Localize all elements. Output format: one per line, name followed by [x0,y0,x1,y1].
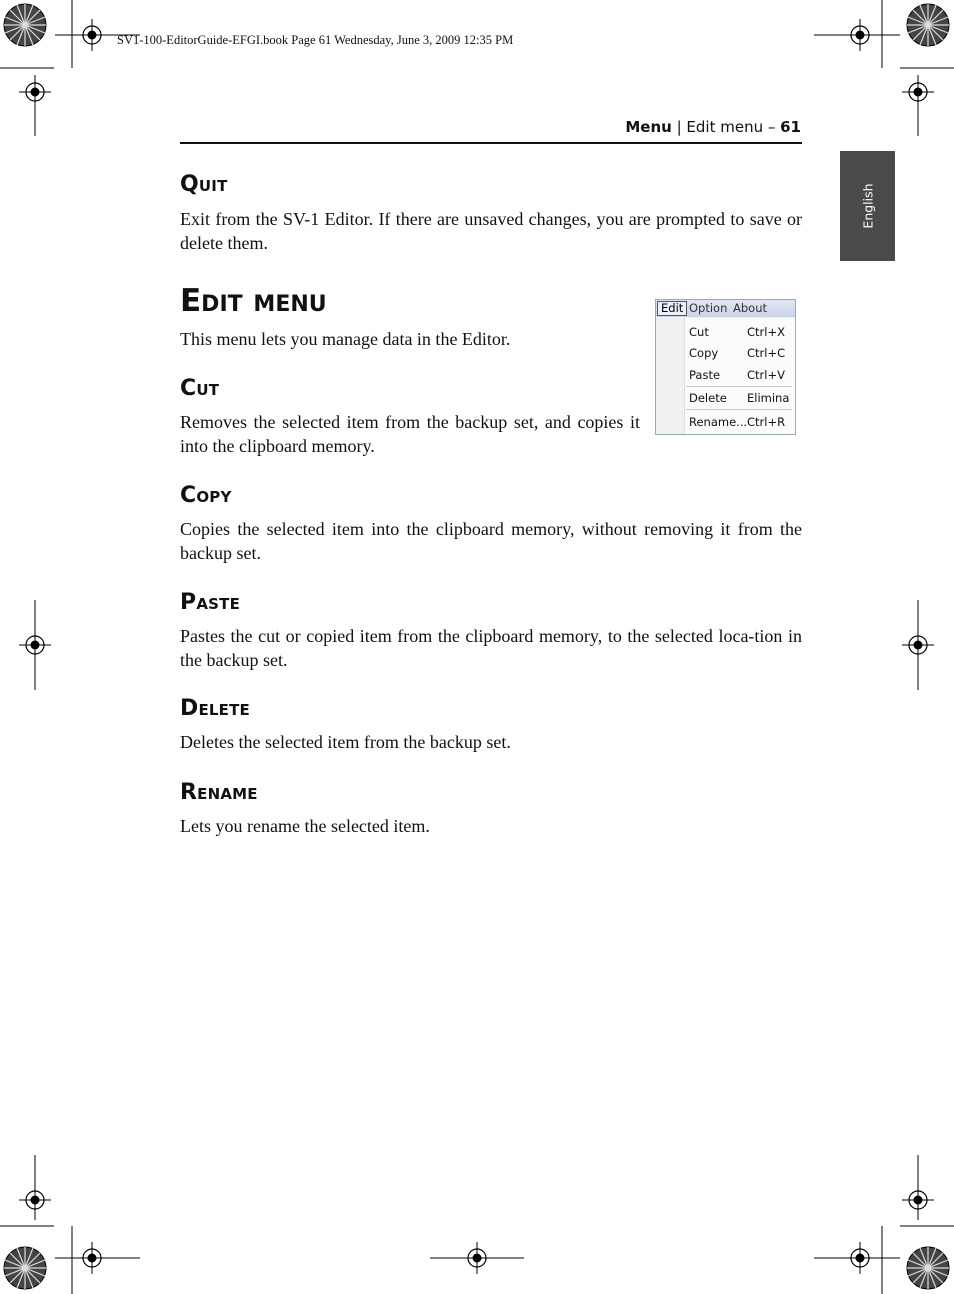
menu-item-label: Cut [689,325,709,339]
menu-item-label: Paste [689,368,721,382]
header-dash: – [763,118,781,136]
paste-heading: Paste [180,590,241,615]
quit-body: Exit from the SV-1 Editor. If there are unsaved changes, you are prompted to save or delete them. [180,209,802,253]
rename-body: Lets you rename the selected item. [180,816,430,836]
rename-heading: Rename [180,780,258,805]
copy-body: Copies the selected item into the clipboard memory, without removing it from the backup set. [180,519,802,563]
menu-item-shortcut: Elimina [747,391,790,405]
page-number: 61 [780,118,801,136]
menu-item-label: Delete [689,391,727,405]
header-subsection: Edit menu [686,118,764,136]
copy-heading: Copy [180,483,232,508]
menu-item-shortcut: Ctrl+R [747,415,786,429]
header-separator: | [671,118,687,136]
menu-item-shortcut: Ctrl+V [747,368,785,382]
menubar-option[interactable]: Option [689,301,728,315]
edit-menu-heading: Edit menu [180,283,327,319]
menubar-about[interactable]: About [733,301,768,315]
delete-heading: Delete [180,696,250,721]
delete-body: Deletes the selected item from the backup set. [180,732,511,752]
quit-heading: Quit [180,172,228,197]
menubar-edit[interactable]: Edit [657,301,687,316]
menu-item-shortcut: Ctrl+C [747,346,786,360]
menu-item-label: Copy [689,346,719,360]
header-section: Menu [625,118,672,136]
menu-item-shortcut: Ctrl+X [747,325,785,339]
menu-item-label: Rename... [689,415,748,429]
language-tab-label: English [860,183,875,229]
print-info: SV1-100-EditorGuide-EFGI.book Page 61 Wednesday, June 3, 2009 12:35 PM [117,33,514,47]
paste-body: Pastes the cut or copied item from the clipboard memory, to the selected loca-tion in the backup set. [180,626,802,670]
edit-menu-body: This menu lets you manage data in the Editor. [180,329,511,349]
cut-body: Removes the selected item from the backup set, and copies it into the clipboard memory. [180,412,640,456]
cut-heading: Cut [180,376,220,401]
